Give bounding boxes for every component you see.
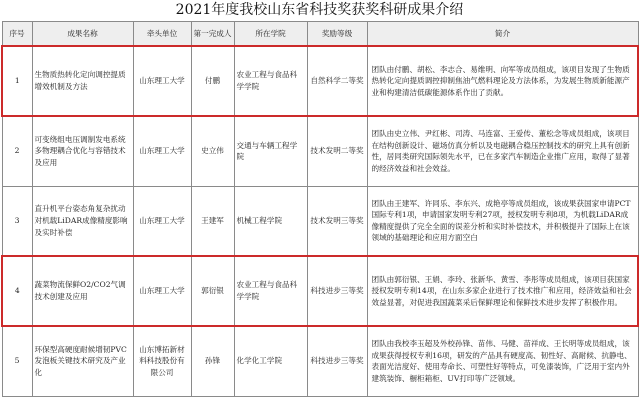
cell-college: 机械工程学院 [234, 186, 307, 256]
cell-person: 孙锋 [191, 326, 234, 396]
cell-name: 直升机平台姿态角复杂扰动对机载LiDAR成像精度影响及实时补偿 [32, 186, 133, 256]
cell-name: 生物质热转化定向调控提质增效机制及方法 [32, 46, 133, 116]
cell-intro: 团队由史立伟、尹红彬、司涛、马连富、王爱传、董松念等成员组成，该项目在结构创新设计、磁场仿真分析以及电磁耦合稳压控制技术的研究上具有创新性，居同类研究国际领先水平，已在多家汽车制造企业推广应用，取得了显著的经济效益和社会效益。 [367, 116, 638, 186]
cell-no: 1 [2, 46, 32, 116]
table-row [2, 116, 638, 186]
table-header-row [2, 22, 638, 47]
cell-college: 农业工程与食品科学学院 [234, 46, 307, 116]
cell-person: 郭衍银 [191, 256, 234, 326]
cell-name: 可变绕组电压调制发电系统多物理耦合优化与容错技术及应用 [32, 116, 133, 186]
cell-person: 付鹏 [191, 46, 234, 116]
cell-name: 蔬菜物流保鲜O2/CO2气调技术创建及应用 [32, 256, 133, 326]
cell-no: 3 [2, 186, 32, 256]
cell-level: 科技进步三等奖 [307, 256, 367, 326]
cell-unit: 山东理工大学 [133, 256, 191, 326]
cell-person: 王建军 [191, 186, 234, 256]
cell-no: 2 [2, 116, 32, 186]
cell-level: 自然科学二等奖 [307, 46, 367, 116]
header-no: 序号 [2, 22, 32, 47]
table-row [2, 186, 638, 256]
table-row [2, 326, 638, 396]
cell-no: 4 [2, 256, 32, 326]
header-person: 第一完成人 [191, 22, 234, 47]
header-college: 所在学院 [234, 22, 307, 47]
header-intro: 简介 [367, 22, 638, 47]
header-name: 成果名称 [32, 22, 133, 47]
table-row [2, 46, 638, 116]
cell-person: 史立伟 [191, 116, 234, 186]
cell-unit: 山东理工大学 [133, 46, 191, 116]
header-unit: 牵头单位 [133, 22, 191, 47]
cell-unit: 山东博拓新材料科技股份有限公司 [133, 326, 191, 396]
cell-name: 环保型高硬度耐候增韧PVC发泡板关键技术研究及产业化 [32, 326, 133, 396]
header-level: 奖励等级 [307, 22, 367, 47]
cell-unit: 山东理工大学 [133, 116, 191, 186]
cell-level: 技术发明三等奖 [307, 186, 367, 256]
cell-college: 化学化工学院 [234, 326, 307, 396]
cell-college: 交通与车辆工程学院 [234, 116, 307, 186]
cell-intro: 团队由付鹏、胡松、李志合、易维明、向军等成员组成，该项目发现了生物质热转化定向提质调控抑制焦油气燃料理论及方法体系，为发展生物质新能源产业和构建清洁低碳能源体系作出了贡献。 [367, 46, 638, 116]
cell-level: 技术发明二等奖 [307, 116, 367, 186]
cell-no: 5 [2, 326, 32, 396]
cell-level: 科技进步三等奖 [307, 326, 367, 396]
page-title: 2021年度我校山东省科技奖获奖科研成果介绍 [175, 2, 464, 18]
table-row [2, 256, 638, 326]
cell-college: 农业工程与食品科学学院 [234, 256, 307, 326]
cell-intro: 团队由郭衍银、王娟、李玲、张新华、黄雪、李彤等成员组成，该项目获国家授权发明专利14项，在山东多家企业进行了技术推广和应用，经济效益和社会效益显著，对促进我国蔬菜采后保鲜理论和保鲜技术进步发挥了积极作用。 [367, 256, 638, 326]
cell-unit: 山东理工大学 [133, 186, 191, 256]
cell-intro: 团队由我校李玉超及外校孙锋、苗伟、马健、苗祥成、王长明等成员组成，该成果获得授权专利16项，研发的产品具有硬度高、韧性好、高耐候、抗静电、表面光洁度好、使用寿命长、可塑性好等特点，可免漆装饰，广泛用于室内外建筑装饰、橱柜箱柜、UV打印等广泛领域。 [367, 326, 638, 396]
achievements-table [1, 21, 639, 397]
cell-intro: 团队由王建军、许同乐、李东兴、成艳亭等成员组成，该成果获国家申请PCT国际专利1项，申请国家发明专利27项，授权发明专利8项，为机载LiDAR成像精度提供了完全全面的误差分析和实时补偿技术，并积极提升了国际上在该领域的基础理论和应用方面空白 [367, 186, 638, 256]
